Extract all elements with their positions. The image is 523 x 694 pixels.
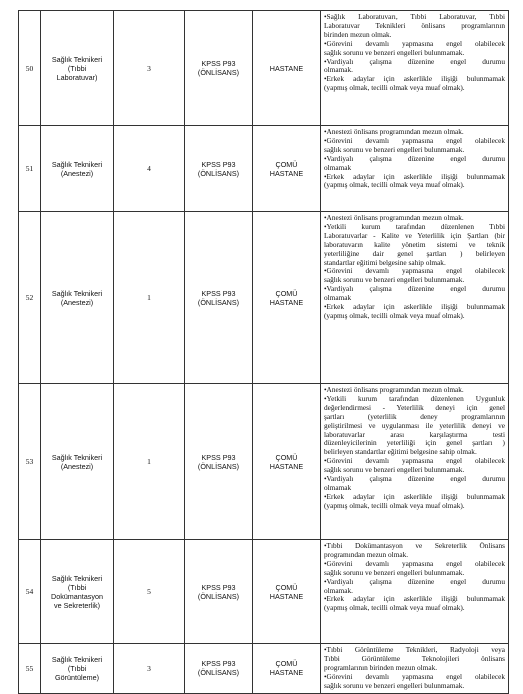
requirements-cell bbox=[321, 540, 509, 644]
requirements-cell bbox=[321, 212, 509, 384]
requirement-line: sağlık sorunu ve benzeri engelleri bulunmamak. bbox=[324, 466, 465, 475]
quantity: 3 bbox=[147, 663, 151, 673]
requirement-item bbox=[324, 223, 505, 268]
kpss-score-cell bbox=[185, 540, 253, 644]
requirement-item bbox=[324, 155, 505, 173]
requirement-item bbox=[324, 646, 505, 673]
requirement-item bbox=[324, 395, 505, 457]
requirement-item bbox=[324, 214, 505, 223]
requirement-item bbox=[324, 386, 505, 395]
requirement-line: •Yetkili kurum tarafından düzenlenen Uygunluk bbox=[324, 394, 505, 403]
requirement-line: •Erkek adaylar için askerlikle ilişiği bulunmamak bbox=[324, 595, 505, 604]
requirement-item bbox=[324, 285, 505, 303]
position-line: (Tıbbi bbox=[67, 663, 87, 673]
requirement-line: (yapmış olmak, tecilli olmak veya muaf olmak). bbox=[324, 181, 465, 190]
unit-line: ÇOMÜ bbox=[275, 452, 298, 462]
requirement-line: (yapmış olmak, tecilli olmak veya muaf olmak). bbox=[324, 84, 465, 93]
row-number: 53 bbox=[25, 457, 34, 466]
kpss-line: (ÖNLİSANS) bbox=[197, 68, 240, 77]
position-line: Sağlık Teknikeri bbox=[51, 159, 103, 169]
requirement-line: düzenleyicilerinin yeterliliği için genel şartları ) bbox=[324, 439, 505, 448]
requirement-line: sağlık sorunu ve benzeri engelleri bulunmamak. bbox=[324, 276, 465, 285]
unit-line: HASTANE bbox=[269, 461, 304, 471]
requirement-line: •Görevini devamlı yapmasına engel olabilecek bbox=[324, 39, 505, 48]
requirement-item bbox=[324, 267, 505, 285]
requirement-item bbox=[324, 303, 505, 321]
requirement-line: olmamak. bbox=[324, 66, 353, 75]
kpss-line: KPSS P93 bbox=[201, 659, 236, 669]
kpss-score-cell bbox=[185, 384, 253, 540]
position-line: (Anestezi) bbox=[60, 461, 94, 471]
requirement-line: •Anestezi önlisans programından mezun olmak. bbox=[324, 386, 464, 394]
requirement-line: •Görevini devamlı yapmasına engel olabilecek bbox=[324, 672, 505, 681]
requirement-line: •Erkek adaylar için askerlikle ilişiği bulunmamak bbox=[324, 492, 505, 501]
unit-cell bbox=[253, 126, 321, 212]
table-row bbox=[19, 384, 509, 540]
unit-cell bbox=[253, 11, 321, 126]
quantity-cell bbox=[114, 126, 185, 212]
requirement-line: •Erkek adaylar için askerlikle ilişiği bulunmamak bbox=[324, 172, 505, 181]
requirement-item bbox=[324, 493, 505, 511]
kpss-line: KPSS P93 bbox=[201, 582, 236, 592]
requirement-line: •Vardiyalı çalışma düzenine engel durumu bbox=[324, 577, 505, 586]
quantity: 4 bbox=[147, 164, 151, 173]
unit-line: ÇOMÜ bbox=[275, 582, 298, 592]
requirement-line: •Görevini devamlı yapmasına engel olabilecek bbox=[324, 559, 505, 568]
requirement-item bbox=[324, 542, 505, 560]
requirement-line: •Vardiyalı çalışma düzenine engel durumu bbox=[324, 475, 505, 484]
requirements-cell bbox=[321, 644, 509, 694]
requirement-line: olmamak bbox=[324, 294, 352, 303]
requirement-line: sağlık sorunu ve benzeri engelleri bulunmamak. bbox=[324, 568, 465, 577]
row-number-cell bbox=[19, 644, 41, 694]
row-number: 54 bbox=[25, 587, 34, 596]
unit-cell bbox=[253, 540, 321, 644]
position-line: Dokümantasyon bbox=[51, 591, 103, 601]
position-title-cell bbox=[41, 212, 114, 384]
requirement-line: •Görevini devamlı yapmasına engel olabilecek bbox=[324, 267, 505, 276]
row-number: 55 bbox=[25, 663, 34, 673]
position-title-cell bbox=[41, 126, 114, 212]
requirement-line: •Görevini devamlı yapmasına engel olabilecek bbox=[324, 457, 505, 466]
unit-line: HASTANE bbox=[269, 168, 304, 178]
requirement-line: •Tıbbi Dokümantasyon ve Sekreterlik Önlisans bbox=[324, 542, 505, 550]
unit-line: ÇOMÜ bbox=[275, 659, 298, 669]
unit-line: ÇOMÜ bbox=[275, 159, 298, 169]
kpss-line: (ÖNLİSANS) bbox=[197, 591, 240, 601]
kpss-line: (ÖNLİSANS) bbox=[197, 297, 240, 307]
requirement-item bbox=[324, 128, 505, 137]
position-title-cell bbox=[41, 644, 114, 694]
quantity-cell bbox=[114, 644, 185, 694]
position-line: (Anestezi) bbox=[60, 168, 94, 178]
kpss-score-cell bbox=[185, 11, 253, 126]
kpss-line: (ÖNLİSANS) bbox=[197, 168, 240, 178]
job-listings-table bbox=[18, 10, 509, 694]
row-number-cell bbox=[19, 540, 41, 644]
requirement-line: •Tıbbi Görüntüleme Teknikleri, Radyoloji veya bbox=[324, 646, 505, 654]
requirement-line: (yapmış olmak, tecilli olmak veya muaf olmak). bbox=[324, 604, 465, 613]
requirement-item bbox=[324, 457, 505, 475]
quantity: 1 bbox=[147, 293, 151, 302]
requirement-line: şartları (yeterlilik deney programlarının bbox=[324, 412, 505, 421]
unit-line: HASTANE bbox=[269, 297, 304, 307]
row-number-cell bbox=[19, 126, 41, 212]
requirement-line: sağlık sorunu ve benzeri engelleri bulunmamak. bbox=[324, 681, 465, 690]
requirements-cell bbox=[321, 126, 509, 212]
position-line: Sağlık Teknikeri bbox=[51, 654, 103, 664]
position-line: Görüntüleme) bbox=[55, 672, 99, 682]
requirement-line: programlarının birinden mezun olmak. bbox=[324, 663, 438, 672]
position-line: (Anestezi) bbox=[60, 297, 94, 307]
requirement-line: (yapmış olmak, tecilli olmak veya muaf olmak). bbox=[324, 311, 465, 320]
requirement-item bbox=[324, 13, 505, 40]
requirement-item bbox=[324, 475, 505, 493]
kpss-score-cell bbox=[185, 212, 253, 384]
kpss-line: (ÖNLİSANS) bbox=[197, 668, 240, 678]
requirement-line: •Sağlık Laboratuvarı, Tıbbi Laboratuvar, Tıbbi bbox=[324, 13, 505, 21]
position-line: Sağlık Teknikeri bbox=[51, 288, 103, 298]
requirement-line: laboratuvarın kalite yönetim sistemi ve teknik bbox=[324, 240, 505, 249]
position-line: (Tıbbi bbox=[67, 582, 87, 592]
requirement-item bbox=[324, 58, 505, 76]
unit-cell bbox=[253, 384, 321, 540]
kpss-line: KPSS P93 bbox=[201, 159, 236, 169]
position-title-cell bbox=[41, 540, 114, 644]
requirement-item bbox=[324, 673, 505, 691]
requirement-line: yeterliliğine dair genel şartları ) belirleyen bbox=[324, 249, 505, 258]
requirement-line: olmamak bbox=[324, 163, 352, 172]
table-row bbox=[19, 11, 509, 126]
position-line: (Tıbbi bbox=[67, 63, 87, 73]
requirements-cell bbox=[321, 11, 509, 126]
requirement-line: programından mezun olmak. bbox=[324, 550, 409, 559]
requirement-line: •Vardiyalı çalışma düzenine engel durumu bbox=[324, 154, 505, 163]
requirement-line: laboratuvarlar arası karşılaştırma testi bbox=[324, 430, 505, 439]
requirement-line: sağlık sorunu ve benzeri engelleri bulunmamak. bbox=[324, 48, 465, 57]
quantity-cell bbox=[114, 212, 185, 384]
requirement-line: olmamak bbox=[324, 483, 352, 492]
requirement-line: standartlar eğitimi belgesine sahip olmak. bbox=[324, 258, 446, 267]
requirement-item bbox=[324, 578, 505, 596]
unit-line: ÇOMÜ bbox=[275, 288, 298, 298]
unit-cell bbox=[253, 644, 321, 694]
row-number-cell bbox=[19, 384, 41, 540]
requirement-line: değerlendirmesi - Yeterlilik deneyi için genel bbox=[324, 403, 505, 412]
requirement-line: •Erkek adaylar için askerlikle ilişiği bulunmamak bbox=[324, 303, 505, 312]
requirement-line: •Erkek adaylar için askerlikle ilişiği bulunmamak bbox=[324, 75, 505, 84]
requirement-item bbox=[324, 173, 505, 191]
requirement-line: •Yetkili kurum tarafından düzenlenen Tıbbi bbox=[324, 222, 505, 231]
position-line: Sağlık Teknikeri bbox=[51, 54, 103, 64]
table-row bbox=[19, 212, 509, 384]
requirement-line: Laboratuvar Teknikleri önlisans programlarının bbox=[324, 21, 505, 30]
requirement-item bbox=[324, 75, 505, 93]
table-row bbox=[19, 126, 509, 212]
position-line: Laboratuvar) bbox=[56, 72, 98, 82]
kpss-line: KPSS P93 bbox=[201, 59, 236, 68]
requirement-line: •Anestezi önlisans programından mezun olmak. bbox=[324, 214, 464, 222]
row-number: 50 bbox=[25, 63, 34, 73]
table-row bbox=[19, 644, 509, 694]
kpss-score-cell bbox=[185, 644, 253, 694]
row-number-cell bbox=[19, 212, 41, 384]
row-number-cell bbox=[19, 11, 41, 126]
unit-line: HASTANE bbox=[269, 591, 304, 601]
position-line: Sağlık Teknikeri bbox=[51, 573, 103, 583]
requirement-line: belirleyen standartlar eğitimi belgesine sahip olmak. bbox=[324, 448, 477, 457]
requirement-line: geliştirilmesi ve uygulanması ile yeterlilik deneyi ve bbox=[324, 421, 505, 430]
requirement-line: olmamak. bbox=[324, 586, 353, 595]
requirement-line: •Anestezi önlisans programından mezun olmak. bbox=[324, 128, 464, 136]
unit-line: HASTANE bbox=[269, 63, 304, 73]
quantity-cell bbox=[114, 384, 185, 540]
table-row bbox=[19, 540, 509, 644]
row-number: 51 bbox=[25, 164, 34, 173]
requirement-item bbox=[324, 560, 505, 578]
requirement-item bbox=[324, 137, 505, 155]
requirement-line: Tıbbi Görüntüleme Teknolojileri önlisans bbox=[324, 654, 505, 663]
requirement-line: •Görevini devamlı yapmasına engel olabilecek bbox=[324, 136, 505, 145]
unit-line: HASTANE bbox=[269, 668, 304, 678]
kpss-line: (ÖNLİSANS) bbox=[197, 461, 240, 471]
quantity-cell bbox=[114, 540, 185, 644]
quantity: 1 bbox=[147, 457, 151, 466]
requirement-line: (yapmış olmak, tecilli olmak veya muaf olmak). bbox=[324, 501, 465, 510]
requirement-item bbox=[324, 40, 505, 58]
requirement-line: Laboratuvarlar - Kalite ve Yeterlilik için Şartları (bir bbox=[324, 231, 505, 240]
kpss-line: KPSS P93 bbox=[201, 288, 236, 298]
kpss-line: KPSS P93 bbox=[201, 452, 236, 462]
requirements-cell bbox=[321, 384, 509, 540]
position-title-cell bbox=[41, 384, 114, 540]
requirement-line: sağlık sorunu ve benzeri engelleri bulunmamak. bbox=[324, 145, 465, 154]
table-body bbox=[19, 11, 509, 694]
kpss-score-cell bbox=[185, 126, 253, 212]
requirement-line: birinden mezun olmak. bbox=[324, 30, 392, 39]
quantity: 5 bbox=[147, 587, 151, 596]
requirement-item bbox=[324, 595, 505, 613]
quantity-cell bbox=[114, 11, 185, 126]
position-line: Sağlık Teknikeri bbox=[51, 452, 103, 462]
quantity: 3 bbox=[147, 63, 151, 73]
position-line: ve Sekreterlik) bbox=[54, 600, 100, 610]
requirement-line: •Vardiyalı çalışma düzenine engel durumu bbox=[324, 57, 505, 66]
position-title-cell bbox=[41, 11, 114, 126]
requirement-line: •Vardiyalı çalışma düzenine engel durumu bbox=[324, 285, 505, 294]
row-number: 52 bbox=[25, 293, 34, 302]
unit-cell bbox=[253, 212, 321, 384]
